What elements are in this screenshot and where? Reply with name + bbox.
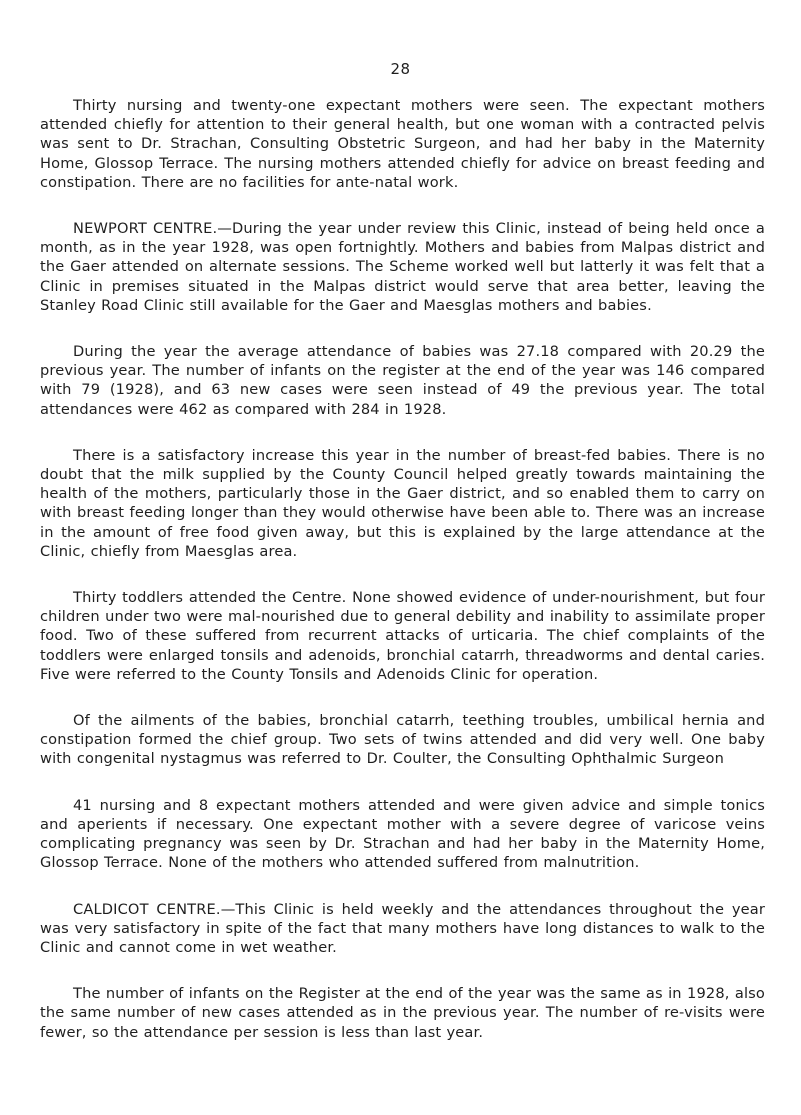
paragraph-expectant-mothers: Thirty nursing and twenty-one expectant mothers were seen. The expectant mothers attended chiefly for attention to their general health, but one woman with a contracted pelvis was sent to Dr. Strachan, Consulting Obstetric Surgeon, and had her baby in the Maternity Home, Glossop Terrace. The nursing mothers attended chiefly for advice on breast feeding and constipation. There are no facilities for ante-natal work. <box>40 97 765 191</box>
paragraph-toddlers: Thirty toddlers attended the Centre. None showed evidence of under-nourishment, but four children under two were mal-nourished due to general debility and inability to assimilate proper food. Two of these suffered from recurrent attacks of urticaria. The chief complaints of the toddlers were enlarged tonsils and adenoids, bronchial catarrh, threadworms and dental caries. Five were referred to the County Tonsils and Adenoids Clinic for operation. <box>40 589 765 683</box>
paragraph-average-attendance: During the year the average attendance of babies was 27.18 compared with 20.29 the previous year. The number of infants on the register at the end of the year was 146 compared with 79 (1928), and 63 new cases were seen instead of 49 the previous year. The total attendances were 462 as compared with 284 in 1928. <box>40 343 765 418</box>
paragraph-breast-fed-babies: There is a satisfactory increase this year in the number of breast-fed babies. There is no doubt that the milk supplied by the County Council helped greatly towards maintaining the health of the mothers, particularly those in the Gaer district, and so enabled them to carry on with breast feeding longer than they would otherwise have been able to. There was an increase in the amount of free food given away, but this is explained by the large attendance at the Clinic, chiefly from Maesglas area. <box>40 446 765 560</box>
paragraph-ailments-of-babies: Of the ailments of the babies, bronchial catarrh, teething troubles, umbilical hernia and constipation formed the chief group. Two sets of twins attended and did very well. One baby with congenital nystagmus was referred to Dr. Coulter, the Consulting Ophthalmic Surgeon <box>40 712 765 768</box>
paragraph-newport-centre: NEWPORT CENTRE.—During the year under review this Clinic, instead of being held once a month, as in the year 1928, was open fortnightly. Mothers and babies from Malpas district and the Gaer attended on alternate sessions. The Scheme worked well but latterly it was felt that a Clinic in premises situated in the Malpas district would serve that area better, leaving the Stanley Road Clinic still available for the Gaer and Maesglas mothers and babies. <box>40 220 765 314</box>
paragraph-nursing-mothers: 41 nursing and 8 expectant mothers attended and were given advice and simple tonics and aperients if necessary. One expectant mother with a severe degree of varicose veins complicating pregnancy was seen by Dr. Strachan and had her baby in the Maternity Home, Glossop Terrace. None of the mothers who attended suffered from malnutrition. <box>40 796 765 872</box>
paragraph-caldicot-centre: CALDICOT CENTRE.—This Clinic is held weekly and the attendances throughout the year was very satisfactory in spite of the fact that many mothers have long distances to walk to the Clinic and cannot come in wet weather. <box>40 900 765 956</box>
report-body <box>40 96 765 1069</box>
paragraph-register-infants: The number of infants on the Register at the end of the year was the same as in 1928, also the same number of new cases attended as in the previous year. The number of re-visits were fewer, so the attendance per session is less than last year. <box>40 985 765 1041</box>
page-number: 28 <box>390 60 411 78</box>
